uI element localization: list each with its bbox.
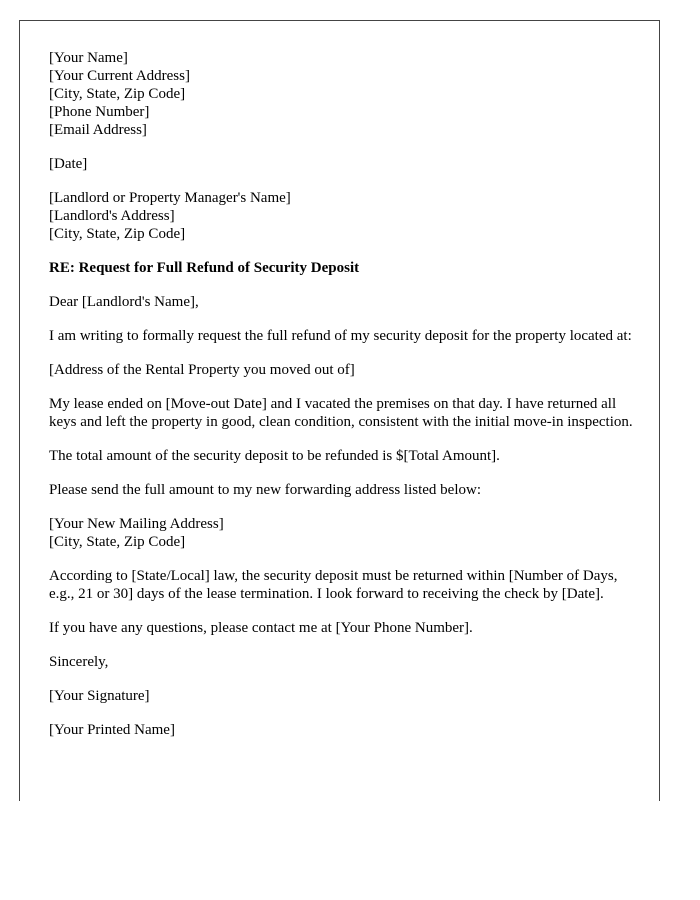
lease-end-paragraph: My lease ended on [Move-out Date] and I vacated the premises on that day. I have returned all keys and left the property in good, clean condition, consistent with the initial move-in inspection. xyxy=(49,396,633,430)
new-city-state-zip: [City, State, Zip Code] xyxy=(49,534,186,550)
total-amount-paragraph: The total amount of the security deposit to be refunded is $[Total Amount]. xyxy=(49,448,500,464)
new-mailing-address: [Your New Mailing Address] xyxy=(49,516,224,532)
recipient-address: [Landlord's Address] xyxy=(49,208,175,224)
sender-phone: [Phone Number] xyxy=(49,104,150,120)
new-address-block xyxy=(49,515,639,551)
printed-name: [Your Printed Name] xyxy=(49,722,175,738)
property-address: [Address of the Rental Property you moved out of] xyxy=(49,362,355,378)
send-request-paragraph: Please send the full amount to my new forwarding address listed below: xyxy=(49,482,481,498)
salutation: Dear [Landlord's Name], xyxy=(49,294,199,310)
sender-address: [Your Current Address] xyxy=(49,68,190,84)
letter-page xyxy=(19,20,660,801)
questions-paragraph: If you have any questions, please contact me at [Your Phone Number]. xyxy=(49,620,473,636)
recipient-block xyxy=(49,189,639,243)
letter-content xyxy=(49,49,639,755)
letter-date: [Date] xyxy=(49,156,88,172)
sender-name: [Your Name] xyxy=(49,50,128,66)
law-paragraph: According to [State/Local] law, the security deposit must be returned within [Number of Days, e.g., 21 or 30] days of the lease termination. I look forward to receiving the check by [Date]. xyxy=(49,568,618,602)
recipient-name: [Landlord or Property Manager's Name] xyxy=(49,190,291,206)
intro-paragraph: I am writing to formally request the full refund of my security deposit for the property located at: xyxy=(49,328,632,344)
sender-city-state-zip: [City, State, Zip Code] xyxy=(49,86,186,102)
sender-block xyxy=(49,49,639,139)
sender-email: [Email Address] xyxy=(49,122,147,138)
recipient-city-state-zip: [City, State, Zip Code] xyxy=(49,226,186,242)
signature: [Your Signature] xyxy=(49,688,150,704)
subject-line: RE: Request for Full Refund of Security Deposit xyxy=(49,260,360,276)
closing: Sincerely, xyxy=(49,654,109,670)
date-block xyxy=(49,155,639,173)
